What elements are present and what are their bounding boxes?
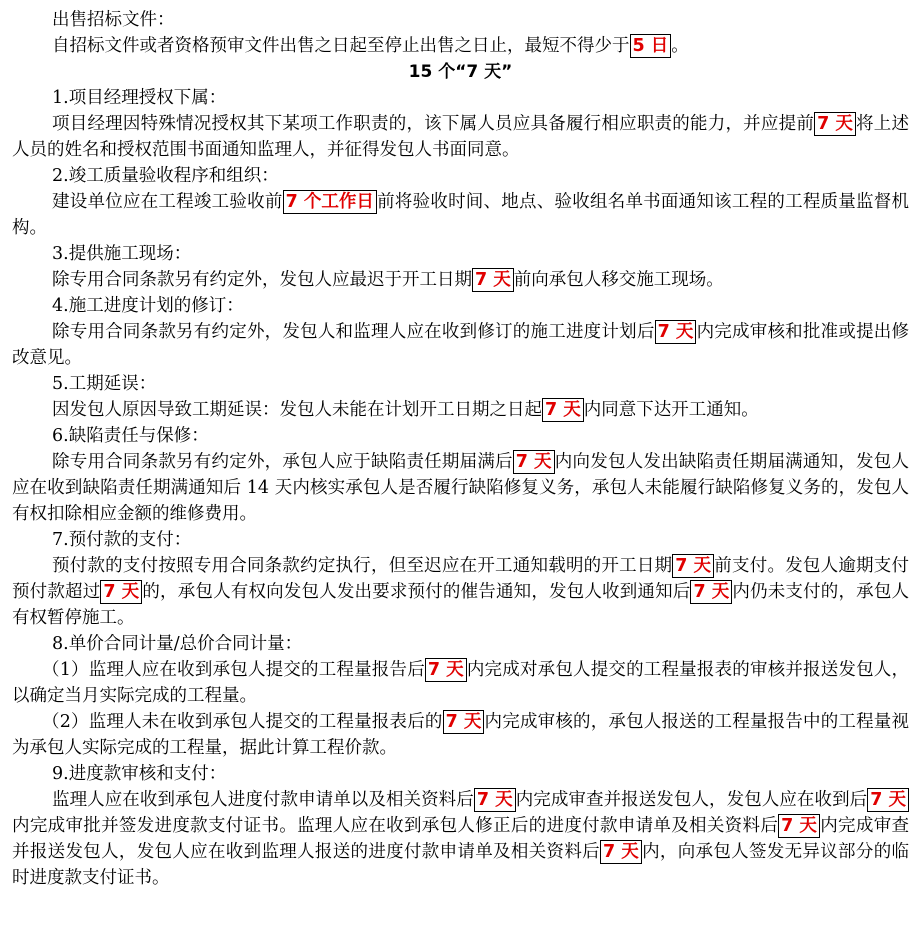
paragraph-text: （1）监理人应在收到承包人提交的工程量报告后 (42, 660, 425, 680)
item-body-2 (12, 189, 909, 241)
paragraph-text: 除专用合同条款另有约定外，发包人应最迟于开工日期 (52, 270, 472, 290)
item-heading-6: 6.缺陷责任与保修： (52, 426, 209, 446)
paragraph-text: 的，承包人有权向发包人发出要求预付的催告通知，发包人收到通知后 (142, 582, 691, 602)
paragraph-text: （2）监理人未在收到承包人提交的工程量报表后的 (42, 712, 443, 732)
item-heading-8: 8.单价合同计量/总价合同计量： (52, 634, 303, 654)
highlight-duration: 7 天 (472, 268, 514, 292)
item-heading-9: 9.进度款审核和支付： (52, 764, 227, 784)
paragraph-text: 内完成审查并报送发包人，发包人应在收到后 (515, 790, 868, 810)
item-heading-2: 2.竣工质量验收程序和组织： (52, 166, 279, 186)
item-heading-5: 5.工期延误： (52, 374, 157, 394)
paragraph-text: 监理人应在收到承包人进度付款申请单以及相关资料后 (52, 790, 474, 810)
paragraph-text: 前将验收时间、地点、验收组名单书面通知该工程的工程质量监督机构。 (12, 192, 910, 238)
paragraph-text: 内完成审核和批准或提出修改意见。 (12, 322, 910, 368)
highlight-duration: 7 天 (690, 580, 732, 604)
highlight-duration: 7 天 (814, 112, 856, 136)
paragraph-text: 内向发包人发出缺陷责任期届满通知，发包人应在收到缺陷责任期满通知后 14 天内核实承包人是否履行缺陷修复义务，承包人未能履行缺陷修复义务的，发包人有权扣除相应金额的维修费用。 (12, 452, 910, 524)
section-title: 15 个“7 天” (408, 62, 513, 82)
item-heading-1: 1.项目经理授权下属： (52, 88, 227, 108)
item-body-9 (12, 787, 909, 891)
item-heading-7: 7.预付款的支付： (52, 530, 192, 550)
highlight-duration: 7 天 (474, 788, 516, 812)
item-body-6 (12, 449, 909, 527)
highlight-duration: 7 天 (672, 554, 714, 578)
highlight-duration: 7 天 (100, 580, 142, 604)
highlight-duration: 7 天 (600, 840, 642, 864)
paragraph-text: 内完成审核的，承包人报送的工程量报告中的工程量视为承包人实际完成的工程量，据此计算工程价款。 (12, 712, 909, 758)
intro-paragraph: 自招标文件或者资格预审文件出售之日起至停止出售之日止，最短不得少于 5 日 。 (52, 36, 689, 56)
paragraph-text: 将上述人员的姓名和授权范围书面通知监理人，并征得发包人书面同意。 (12, 114, 910, 160)
paragraph-text: 建设单位应在工程竣工验收前 (52, 192, 283, 212)
highlight-duration: 7 天 (425, 658, 467, 682)
highlight-duration: 7 天 (443, 710, 485, 734)
paragraph-text: 除专用合同条款另有约定外，发包人和监理人应在收到修订的施工进度计划后 (52, 322, 655, 342)
highlight-duration: 7 天 (655, 320, 697, 344)
highlight-duration: 7 天 (778, 814, 820, 838)
highlight-duration: 7 天 (542, 398, 584, 422)
paragraph-text: 预付款的支付按照专用合同条款约定执行，但至迟应在开工通知载明的开工日期 (52, 556, 673, 576)
paragraph-text: 前向承包人移交施工现场。 (513, 270, 724, 290)
item-body-1 (12, 111, 909, 163)
item-8-sub-2 (12, 709, 909, 761)
item-body-7 (12, 553, 909, 631)
paragraph-text: 除专用合同条款另有约定外，承包人应于缺陷责任期届满后 (52, 452, 513, 472)
paragraph-text: 内完成审查并报送发包人，发包人应在收到监理人报送的进度付款申请单及相关资料后 (12, 816, 910, 862)
paragraph-text: 项目经理因特殊情况授权其下某项工作职责的，该下属人员应具备履行相应职责的能力，并应提前 (52, 114, 815, 134)
paragraph-text: 内，向承包人签发无异议部分的临时进度款支付证书。 (12, 842, 910, 888)
paragraph-text: 内同意下达开工通知。 (583, 400, 759, 420)
item-heading-4: 4.施工进度计划的修订： (52, 296, 244, 316)
intro-label: 出售招标文件： (52, 10, 175, 30)
paragraph-text: 内仍未支付的，承包人有权暂停施工。 (12, 582, 910, 628)
item-body-5 (12, 397, 909, 423)
highlight-duration: 7 天 (867, 788, 909, 812)
highlight-5-days: 5 日 (630, 34, 672, 58)
paragraph-text: 因发包人原因导致工期延误：发包人未能在计划开工日期之日起 (52, 400, 542, 420)
paragraph-text: 内完成对承包人提交的工程量报表的审核并报送发包人，以确定当月实际完成的工程量。 (12, 660, 909, 706)
paragraph-text: 前支付。发包人逾期支付预付款超过 (12, 556, 910, 602)
highlight-duration: 7 个工作日 (283, 190, 377, 214)
item-body-4 (12, 319, 909, 371)
item-heading-3: 3.提供施工现场： (52, 244, 192, 264)
item-body-3 (12, 267, 909, 293)
item-list (12, 85, 909, 891)
highlight-duration: 7 天 (513, 450, 555, 474)
paragraph-text: 内完成审批并签发进度款支付证书。监理人应在收到承包人修正后的进度付款申请单及相关资料后 (12, 816, 779, 836)
item-8-sub-1 (12, 657, 909, 709)
